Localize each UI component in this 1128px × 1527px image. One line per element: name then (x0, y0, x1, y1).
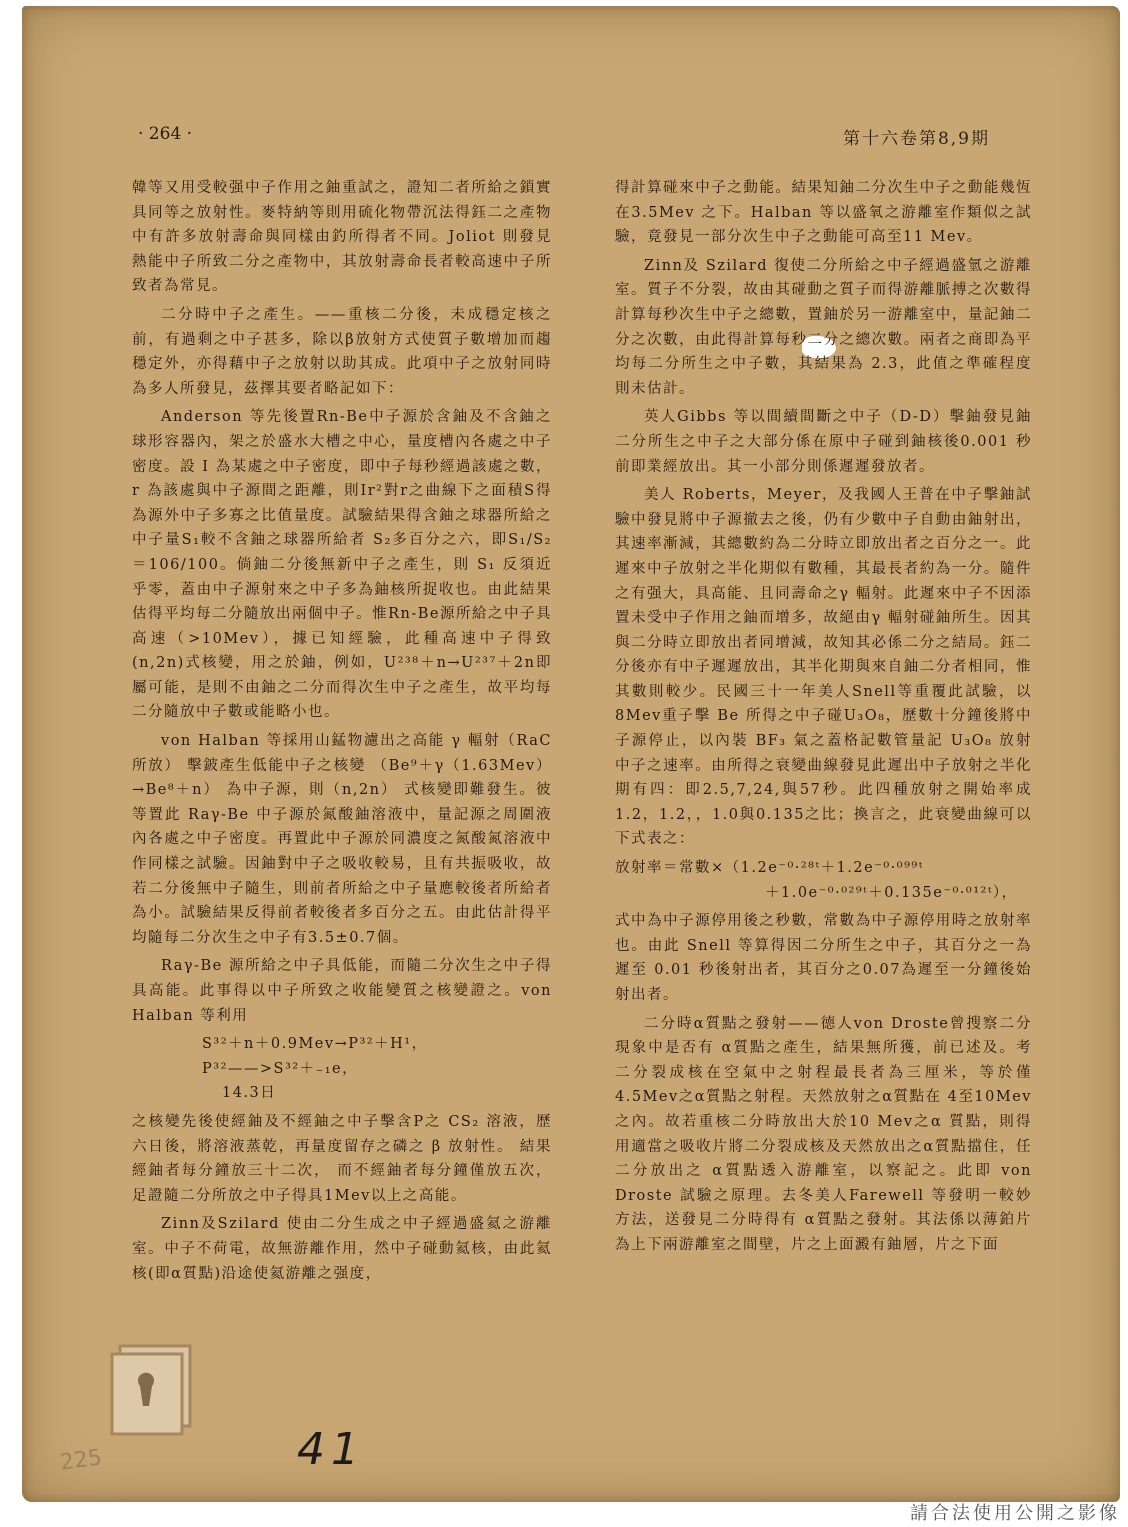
library-logo-icon (92, 1326, 212, 1446)
formula-line: P³²——>S³²＋₋₁e， (202, 1060, 359, 1077)
formula-line: ＋1.0e⁻⁰·⁰²⁹ᵗ＋0.135e⁻⁰·⁰¹²ᵗ）， (765, 884, 1018, 901)
watermark-text: 請合法使用公開之影像 (910, 1503, 1120, 1524)
paragraph: Anderson 等先後置Rn-Be中子源於含鈾及不含鈾之球形容器內，架之於盛水大槽之中心，量度槽內各處之中子密度。設 I 為某處之中子密度，即中子每秒經過該處之數，r 為該處與中子源間之距離，則Ir²對r之曲線下之面積S得為源外中子多寡之比值量度。試驗結果得含鈾之球器所給之中子量S₁較不含鈾之球器所給者 S₂多百分之六，即S₁/S₂＝106/100。倘鈾二分後無新中子之產生，則 S₁ 反須近乎零，蓋由中子源射來之中子多為鈾核所捉收也。由此結果估得平均每二分隨放出兩個中子。惟Rn-Be源所給之中子具高速（>10Mev），據已知經驗，此種高速中子得致(n,2n)式核變，用之於鈾，例如，U²³⁸＋n→U²³⁷＋2n即屬可能，是則不由鈾之二分而得次生中子之產生，故平均每二分隨放中子數或能略小也。 (132, 409, 552, 721)
formula-line: 14.3日 (222, 1085, 277, 1102)
paragraph: 式中為中子源停用後之秒數，常數為中子源停用時之放射率也。由此 Snell 等算得因二分所生之中子，其百分之一為遲至 0.01 秒後射出者，其百分之0.07為遲至一分鐘後始射出者。 (615, 913, 1032, 1003)
issue-label: 第十六卷第8,9期 (842, 129, 990, 149)
paragraph: Raγ-Be 源所給之中子具低能，而隨二分次生之中子得具高能。此事得以中子所致之收能變質之核變證之。von Halban 等利用 (132, 958, 552, 1024)
paragraph: Zinn及 Szilard 復使二分所給之中子經過盛氫之游離室。質子不分裂，故由其碰動之質子而得游離脈搏之次數得計算每秒次生中子之總數，置鈾於另一游離室中，量記鈾二分之次數，由此得計算每秒二分之總次數。兩者之商即為平均每二分所生之中子數，其結果為 2.3，此值之準確程度則未估計。 (615, 257, 1032, 397)
paragraph: 得計算碰來中子之動能。結果知鈾二分次生中子之動能幾恆在3.5Mev 之下。Halban 等以盛氧之游離室作類似之試驗，竟發見一部分次生中子之動能可高至11 Mev。 (615, 180, 1032, 246)
paragraph: von Halban 等採用山錳物濾出之高能 γ 輻射（RaC所放） 擊鈹產生低能中子之核變 （Be⁹＋γ（1.63Mev）→Be⁸＋n） 為中子源，則（n,2n） 式核變即難發生。彼等置此 Raγ-Be 中子源於氮酸鈾溶液中，量記源之周圍液內各處之中子密度。再置此中子源於同濃度之氮酸氮溶液中作同樣之試驗。因鈾對中子之吸收較易，且有共振吸收，故若二分後無中子隨生，則前者所給之中子量應較後者所給者為小。試驗結果反得前者較後者多百分之五。由此估計得平均隨每二分次生之中子有3.5±0.7個。 (132, 733, 552, 946)
document-page (22, 6, 1120, 1502)
paragraph: 韓等又用受較强中子作用之鈾重試之，證知二者所給之鎖實具同等之放射性。麥特納等則用硫化物帶沉法得鈺二之產物中有許多放射壽命與同樣由釣所得者不同。Joliot 則發見熱能中子所致二分之產物中，其放射壽命長者較高速中子所致者為常見。 (132, 180, 552, 295)
right-column (615, 176, 1032, 1262)
corner-number: 225 (58, 1445, 104, 1476)
formula-line: 放射率＝常數×（1.2e⁻⁰·²⁸ᵗ＋1.2e⁻⁰·⁰⁹⁹ᵗ (615, 860, 924, 877)
paragraph: 二分時α質點之發射——德人von Droste曾搜察二分現象中是否有 α質點之產生，結果無所獲，前已述及。考二分裂成核在空氣中之射程最長者為三厘米，等於僅4.5Mev之α質點之射程。天然放射之α質點在 4至10Mev 之內。故若重核二分時放出大於10 Mev之α 質點，則得用適當之吸收片將二分裂成核及天然放出之α質點擋住，任二分放出之 α質點透入游離室，以察記之。此即 von Droste 試驗之原理。去冬美人Farewell 等發明一較妙方法，送發見二分時得有 α質點之發射。其法係以薄鉑片為上下兩游離室之間壁，片之上面澱有鈾層，片之下面 (615, 1015, 1032, 1253)
paragraph: 二分時中子之產生。——重核二分後，未成穩定核之前，有過剩之中子甚多，除以β放射方式使質子數增加而趨穩定外，亦得藉中子之放射以助其成。此項中子之放射同時為多人所發見，茲擇其要者略記如下： (132, 306, 552, 397)
paragraph: Zinn及Szilard 使由二分生成之中子經過盛氦之游離室。中子不荷電，故無游離作用，然中子碰動氦核，由此氦核(即α質點)沿途使氦游離之强度， (132, 1216, 552, 1282)
handwritten-page-number: 41 (297, 1424, 365, 1475)
left-column (132, 176, 552, 1290)
page-header (132, 124, 990, 150)
page-number: · 264 · (138, 124, 193, 144)
paragraph: 之核變先後使經鈾及不經鈾之中子擊含P之 CS₂ 溶液，歷六日後，將溶液蒸乾，再量度留存之磷之 β 放射性。 結果經鈾者每分鐘放三十二次， 而不經鈾者每分鐘僅放五次，足證隨二分所放之中子得具1Mev以上之高能。 (132, 1113, 552, 1204)
formula-line: S³²＋n＋0.9Mev→P³²＋H¹， (202, 1036, 428, 1053)
paragraph: 英人Gibbs 等以間續間斷之中子（D-D）擊鈾發見鈾二分所生之中子之大部分係在原中子碰到鈾核後0.001 秒前即業經放出。其一小部分則係遲遲發放者。 (615, 409, 1032, 475)
paragraph: 美人 Roberts，Meyer，及我國人王普在中子擊鈾試驗中發見將中子源撤去之後，仍有少數中子自動由鈾射出，其速率漸減，其總數約為二分時立即放出者之百分之一。此遲來中子放射之半化期似有數種，其最長者約為一分。隨件之有强大，具高能、且同壽命之γ 輻射。此遲來中子不因添置未受中子作用之鈾而增多，故絕由γ 輻射碰鈾所生。因其與二分時立即放出者同增減，故知其必係二分之結局。鈺二分後亦有中子遲遲放出，其半化期與來自鈾二分者相同，惟其數則較少。民國三十一年美人Snell等重覆此試驗，以8Mev重子擊 Be 所得之中子碰U₃O₈，歷數十分鐘後將中子源停止，以內裝 BF₃ 氣之蓋格記數管量記 U₃O₈ 放射中子之速率。由所得之衰變曲線發見此遲出中子放射之半化期有四：即2.5,7,24,與57秒。此四種放射之開始率成 1.2，1.2，，1.0與0.135之比；換言之，此衰變曲線可以下式表之： (615, 487, 1032, 848)
